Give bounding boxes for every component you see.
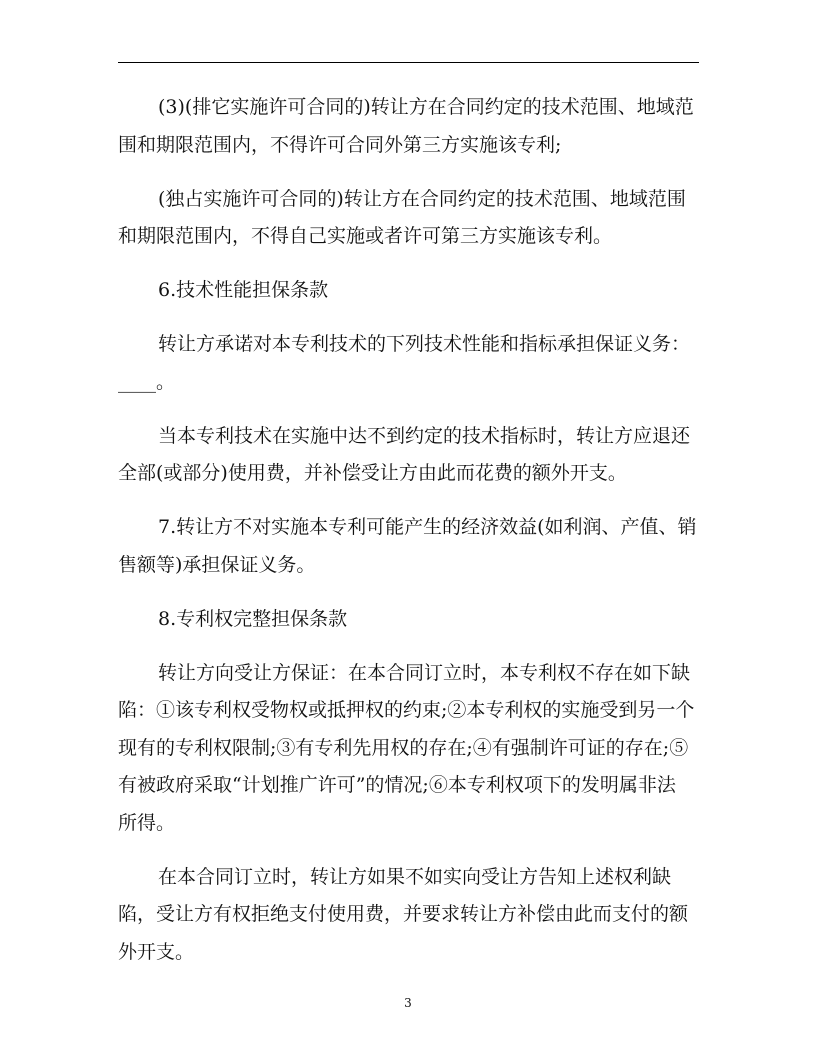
paragraph-line: 所得。 bbox=[118, 811, 176, 834]
paragraph-line: 围和期限范围内，不得许可合同外第三方实施该专利; bbox=[118, 133, 562, 156]
paragraph-line: (3)(排它实施许可合同的)转让方在合同约定的技术范围、地域范 bbox=[158, 96, 694, 118]
paragraph-sole-license bbox=[118, 181, 698, 256]
paragraph-exclusive-license bbox=[118, 89, 698, 164]
section-heading-technical-warranty bbox=[118, 272, 698, 310]
paragraph-defect-warranty bbox=[118, 655, 698, 843]
paragraph-economic-benefit-disclaimer bbox=[118, 509, 698, 584]
paragraph-refund-clause bbox=[118, 418, 698, 493]
paragraph-line: 7.转让方不对实施本专利可能产生的经济效益(如利润、产值、销 bbox=[158, 516, 697, 538]
paragraph-line: 外开支。 bbox=[118, 940, 195, 963]
section-heading: 8.专利权完整担保条款 bbox=[158, 607, 348, 630]
paragraph-line: 售额等)承担保证义务。 bbox=[118, 553, 316, 576]
paragraph-line: 现有的专利权限制;③有专利先用权的存在;④有强制许可证的存在;⑤ bbox=[118, 736, 689, 759]
header-rule bbox=[118, 62, 699, 63]
section-heading: 6.技术性能担保条款 bbox=[158, 279, 329, 301]
section-heading-patent-integrity bbox=[118, 601, 698, 639]
page-number: 3 bbox=[404, 996, 412, 1010]
fill-in-blank-line: ____。 bbox=[118, 370, 176, 393]
paragraph-nondisclosure-remedy bbox=[118, 859, 698, 972]
paragraph-line: (独占实施许可合同的)转让方在合同约定的技术范围、地域范围 bbox=[158, 187, 686, 210]
paragraph-line: 和期限范围内，不得自己实施或者许可第三方实施该专利。 bbox=[118, 225, 613, 247]
paragraph-line: 在本合同订立时，转让方如果不如实向受让方告知上述权利缺 bbox=[158, 865, 672, 888]
document-body bbox=[118, 89, 698, 988]
paragraph-line: 全部(或部分)使用费，并补偿受让方由此而花费的额外开支。 bbox=[118, 462, 627, 484]
paragraph-line: 陷，受让方有权拒绝支付使用费，并要求转让方补偿由此而支付的额 bbox=[118, 903, 689, 925]
paragraph-line: 陷：①该专利权受物权或抵押权的约束;②本专利权的实施受到另一个 bbox=[118, 699, 695, 721]
paragraph-line: 当本专利技术在实施中达不到约定的技术指标时，转让方应退还 bbox=[158, 424, 691, 447]
paragraph-line: 转让方向受让方保证：在本合同订立时，本专利权不存在如下缺 bbox=[158, 661, 691, 684]
paragraph-line: 有被政府采取“计划推广许可”的情况;⑥本专利权项下的发明属非法 bbox=[118, 774, 676, 796]
paragraph-performance-commitment bbox=[118, 326, 698, 401]
paragraph-line: 转让方承诺对本专利技术的下列技术性能和指标承担保证义务： bbox=[158, 333, 691, 355]
